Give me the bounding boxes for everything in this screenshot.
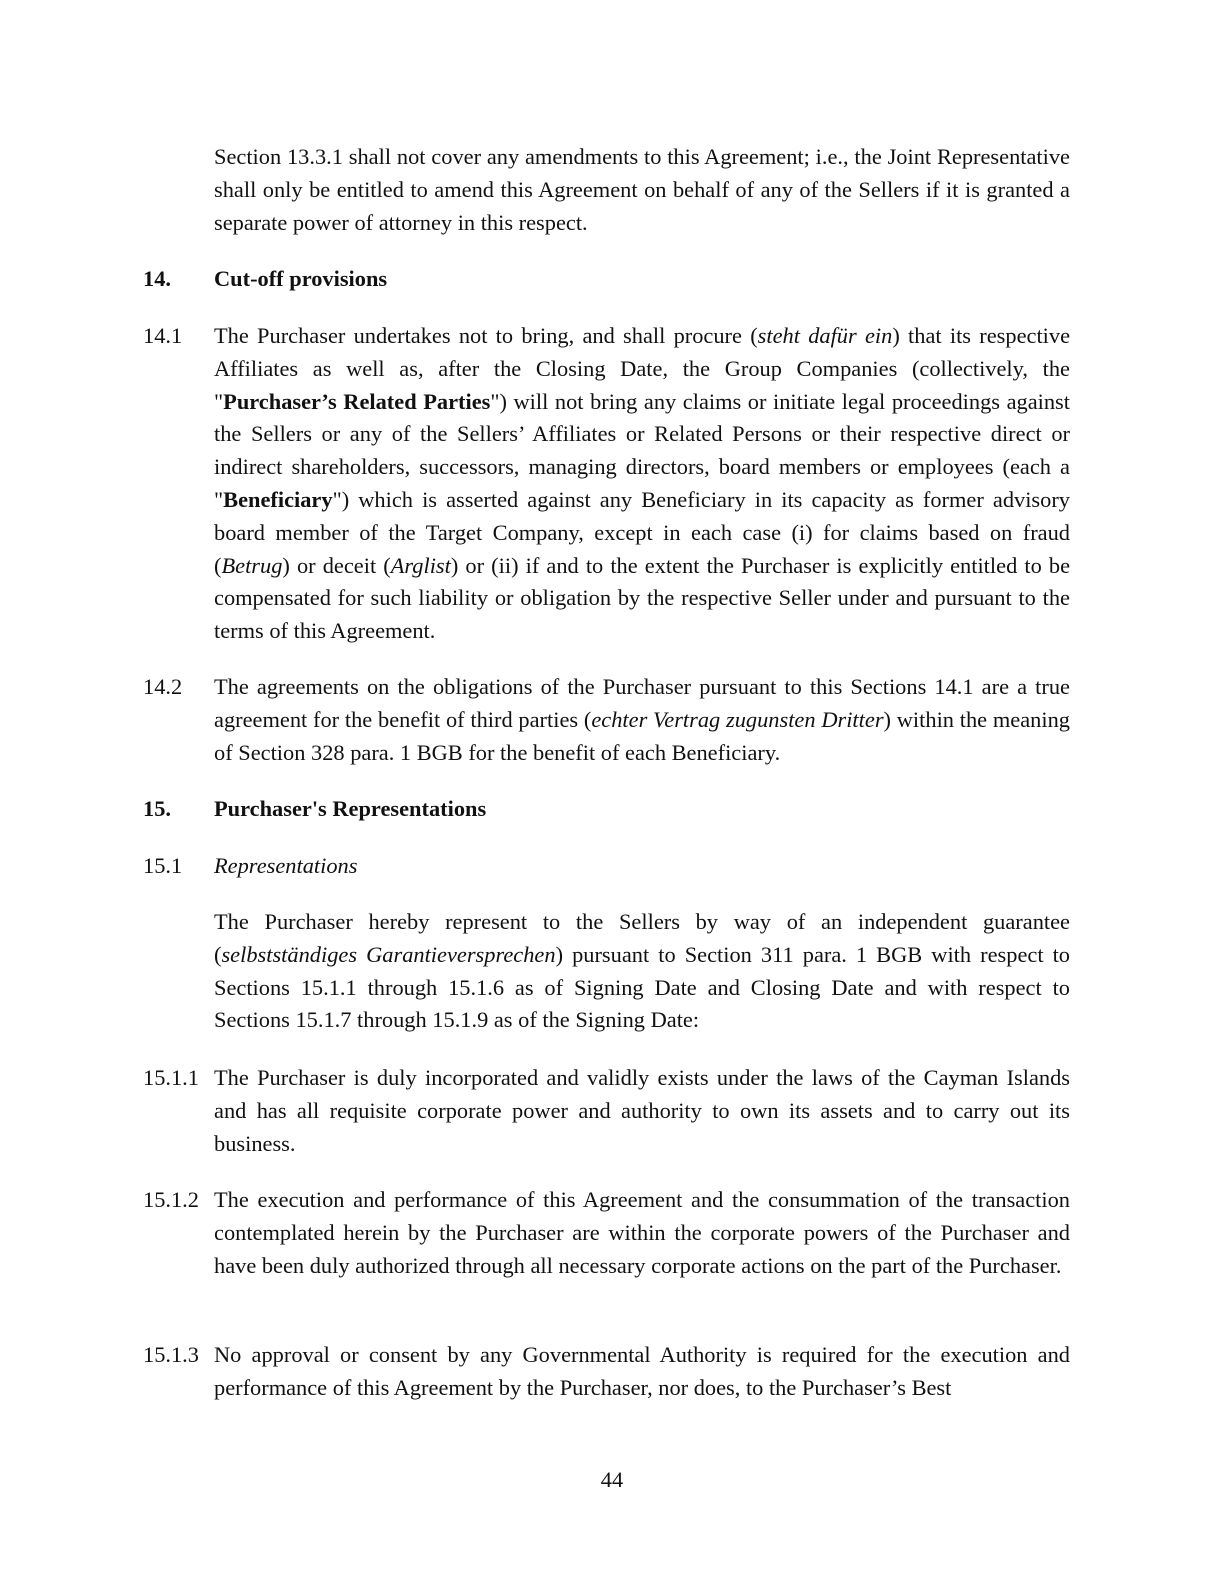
section-15-number: 15.: [143, 796, 171, 821]
defined-term-beneficiary: Beneficiary: [223, 486, 333, 512]
clause-14-1-text: [214, 320, 1070, 648]
term-arglist: Arglist: [390, 552, 451, 578]
clause-15-1-intro-b: ) pursuant to Section 311 para. 1 BGB with respect to Sections 15.1.1 through 15.1.6 as of Signing Date and Closing Date and with respect to Sections 15.1.7 through 15.1.9 as of the Signing Date:: [214, 941, 1071, 1033]
clause-14-1-text-a: The Purchaser undertakes not to bring, and shall procure (: [214, 323, 758, 348]
clause-15-1-number: 15.1: [143, 853, 183, 878]
section-15-heading: Purchaser's Representations: [214, 796, 487, 821]
section-14-number: 14.: [143, 266, 171, 291]
section-14-heading: Cut-off provisions: [214, 266, 388, 291]
item-15-1-1-number: 15.1.1: [143, 1065, 199, 1090]
intro-paragraph: Section 13.3.1 shall not cover any amendments to this Agreement; i.e., the Joint Representative shall only be entitled to amend this Agreement on behalf of any of the Sellers if it is granted a separate power of attorney in this respect.: [214, 144, 1070, 235]
term-echter-vertrag: echter Vertrag zugunsten Dritter: [591, 706, 884, 732]
clause-14-2-number: 14.2: [143, 674, 183, 699]
clause-14-1-text-d: ") which is asserted against any Beneficiary in its capacity as former advisory board member of the Target Company, except in each case (i) for claims based on fraud (: [214, 486, 1070, 578]
clause-15-1-subheading-text: Representations: [214, 853, 358, 878]
clause-14-1-text-b: ) that its respective Affiliates as well as, after the Closing Date, the Group Companies (collectively, the ": [214, 323, 1071, 414]
item-15-1-3-text: No approval or consent by any Governmental Authority is required for the execution and performance of this Agreement by the Purchaser, nor does, to the Purchaser’s Best: [214, 1342, 1070, 1400]
item-15-1-3-number: 15.1.3: [143, 1342, 199, 1367]
item-15-1-2-text: The execution and performance of this Agreement and the consummation of the transaction contemplated herein by the Purchaser are within the corporate powers of the Purchaser and have been duly authorized through all necessary corporate actions on the part of the Purchaser.: [214, 1187, 1070, 1278]
item-15-1-2-number: 15.1.2: [143, 1187, 199, 1212]
clause-14-1-text-f: ) or (ii) if and to the extent the Purchaser is explicitly entitled to be compensated for such liability or obligation by the respective Seller under and pursuant to the terms of this Agreement.: [214, 552, 1071, 644]
clause-15-1-subheading: [214, 850, 1070, 883]
term-selbststaendiges-garantieversprechen: selbstständiges Garantieversprechen: [221, 941, 556, 967]
clause-14-2-text-b: ) within the meaning of Section 328 para. 1 BGB for the benefit of each Beneficiary.: [214, 706, 1070, 765]
page-number: 44: [600, 1467, 624, 1492]
clause-15-1-intro: [214, 906, 1070, 1037]
clause-14-1-number: 14.1: [143, 323, 183, 348]
clause-14-1-text-c: ") will not bring any claims or initiate legal proceedings against the Sellers or any of the Sellers’ Affiliates or Related Persons or their respective direct or indirect shareholders, successors, managing directors, board members or employees (each a ": [214, 388, 1070, 512]
clause-14-2-text: [214, 671, 1070, 769]
clause-14-2-text-a: The agreements on the obligations of the Purchaser pursuant to this Sections 14.1 are a true agreement for the benefit of third parties (: [214, 674, 1070, 732]
defined-term-related-parties: Purchaser’s Related Parties: [223, 388, 491, 414]
clause-15-1-intro-a: The Purchaser hereby represent to the Sellers by way of an independent guarantee (: [214, 909, 1070, 967]
item-15-1-1-text: The Purchaser is duly incorporated and validly exists under the laws of the Cayman Islands and has all requisite corporate power and authority to own its assets and to carry out its business.: [214, 1065, 1070, 1156]
clause-14-1-text-e: ) or deceit (: [282, 552, 391, 578]
term-betrug: Betrug: [221, 552, 283, 578]
term-steht-dafuer-ein: steht dafür ein: [757, 323, 893, 348]
